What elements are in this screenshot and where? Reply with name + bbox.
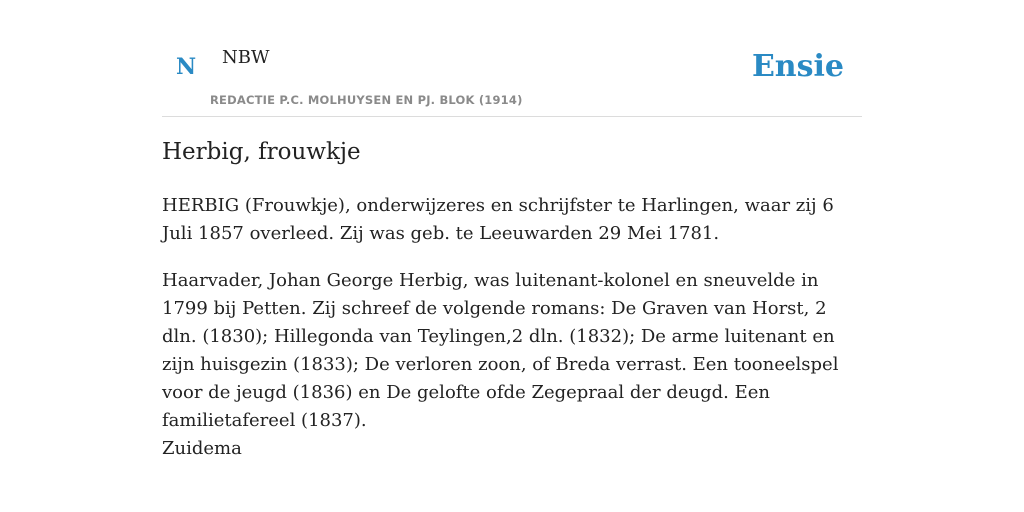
book-logo-icon[interactable]: N: [176, 54, 197, 80]
book-subtitle: REDACTIE P.C. MOLHUYSEN EN PJ. BLOK (1914): [210, 93, 523, 107]
book-header: [162, 0, 862, 117]
book-code[interactable]: NBW: [222, 47, 270, 68]
article-page: [162, 0, 862, 459]
article-paragraph-1: HERBIG (Frouwkje), onderwijzeres en schrijfster te Harlingen, waar zij 6 Juli 1857 overleed. Zij was geb. te Leeuwarden 29 Mei 1781.: [162, 195, 834, 244]
article-paragraph-2: Haarvader, Johan George Herbig, was luitenant-kolonel en sneuvelde in 1799 bij Petten. Zij schreef de volgende romans: De Graven van Horst, 2 dln. (1830); Hillegonda van Teylingen,2 dln. (1832); De arme luitenant en zijn huisgezin (1833); De verloren zoon, of Breda verrast. Een tooneelspel voor de jeugd (1836) en De gelofte ofde Zegepraal der deugd. Een familietafereel (1837).: [162, 270, 839, 431]
article-title: Herbig, frouwkje: [162, 139, 361, 165]
article-author: Zuidema: [162, 438, 242, 459]
ensie-logo-link[interactable]: Ensie: [751, 49, 844, 84]
